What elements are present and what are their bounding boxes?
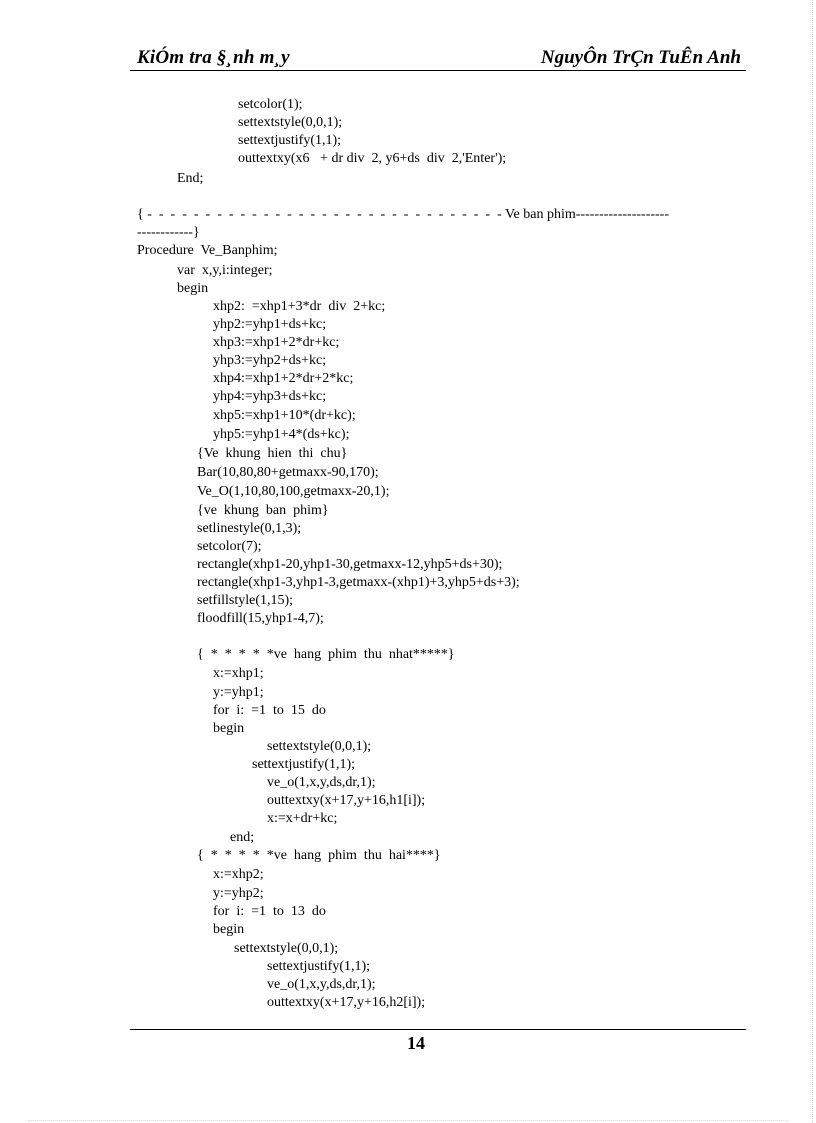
code-line: begin: [213, 721, 245, 736]
code-line: settextstyle(0,0,1);: [267, 739, 372, 754]
code-line: End;: [177, 171, 204, 186]
code-line: yhp2:=yhp1+ds+kc;: [213, 317, 327, 332]
header-right-author: NguyÔn TrÇn TuÊn Anh: [540, 47, 741, 68]
code-line: y:=yhp1;: [213, 685, 264, 700]
code-line: xhp4:=xhp1+2*dr+2*kc;: [213, 371, 354, 386]
code-line: ve_o(1,x,y,ds,dr,1);: [267, 977, 376, 992]
page-edge-bottom: [28, 1120, 788, 1121]
code-line: Bar(10,80,80+getmaxx-90,170);: [197, 465, 379, 480]
code-line: { * * * * *ve hang phim thu nhat*****}: [197, 647, 455, 662]
code-line: floodfill(15,yhp1-4,7);: [197, 611, 324, 626]
code-line: ve_o(1,x,y,ds,dr,1);: [267, 775, 376, 790]
code-line: setfillstyle(1,15);: [197, 593, 294, 608]
code-line: {ve khung ban phim}: [197, 503, 329, 518]
code-line: setlinestyle(0,1,3);: [197, 521, 302, 536]
code-line: yhp5:=yhp1+4*(ds+kc);: [213, 427, 350, 442]
code-line: var x,y,i:integer;: [177, 263, 273, 278]
code-line: y:=yhp2;: [213, 886, 264, 901]
code-line: { - - - - - - - - - - - - - - - - - - - - - - - - - - - - - - - Ve ban phim--------------------: [137, 207, 669, 222]
code-line: { * * * * *ve hang phim thu hai****}: [197, 848, 441, 863]
footer-rule: [130, 1029, 746, 1030]
code-line: begin: [177, 281, 209, 296]
code-line: outtextxy(x+17,y+16,h1[i]);: [267, 793, 426, 808]
code-line: xhp2: =xhp1+3*dr div 2+kc;: [213, 299, 386, 314]
code-line: rectangle(xhp1-3,yhp1-3,getmaxx-(xhp1)+3,yhp5+ds+3);: [197, 575, 520, 590]
code-line: x:=xhp1;: [213, 666, 264, 681]
code-line: settextjustify(1,1);: [252, 757, 356, 772]
code-line: settextstyle(0,0,1);: [234, 941, 339, 956]
code-line: xhp5:=xhp1+10*(dr+kc);: [213, 408, 356, 423]
code-line: end;: [230, 830, 255, 845]
code-line: {Ve khung hien thi chu}: [197, 446, 348, 461]
code-line: x:=xhp2;: [213, 867, 264, 882]
code-line: x:=x+dr+kc;: [267, 811, 338, 826]
code-line: settextstyle(0,0,1);: [238, 115, 343, 130]
page-number: 14: [407, 1033, 425, 1053]
code-line: setcolor(7);: [197, 539, 262, 554]
code-line: Procedure Ve_Banphim;: [137, 243, 278, 258]
header-rule: [130, 70, 746, 71]
code-line: for i: =1 to 15 do: [213, 703, 326, 718]
header-left-title: KiÓm tra §¸nh m¸y: [137, 47, 290, 68]
code-line: settextjustify(1,1);: [267, 959, 371, 974]
page-edge-right: [812, 0, 813, 1123]
code-line: settextjustify(1,1);: [238, 133, 342, 148]
code-line: begin: [213, 922, 245, 937]
code-line: for i: =1 to 13 do: [213, 904, 326, 919]
code-line: yhp4:=yhp3+ds+kc;: [213, 389, 327, 404]
code-line: Ve_O(1,10,80,100,getmaxx-20,1);: [197, 484, 390, 499]
code-line: outtextxy(x+17,y+16,h2[i]);: [267, 995, 426, 1010]
code-line: xhp3:=xhp1+2*dr+kc;: [213, 335, 340, 350]
code-line: yhp3:=yhp2+ds+kc;: [213, 353, 327, 368]
code-line: rectangle(xhp1-20,yhp1-30,getmaxx-12,yhp5+ds+30);: [197, 557, 503, 572]
code-line: outtextxy(x6 + dr div 2, y6+ds div 2,'Enter');: [238, 151, 507, 166]
code-line: ------------}: [137, 225, 200, 240]
code-line: setcolor(1);: [238, 97, 303, 112]
